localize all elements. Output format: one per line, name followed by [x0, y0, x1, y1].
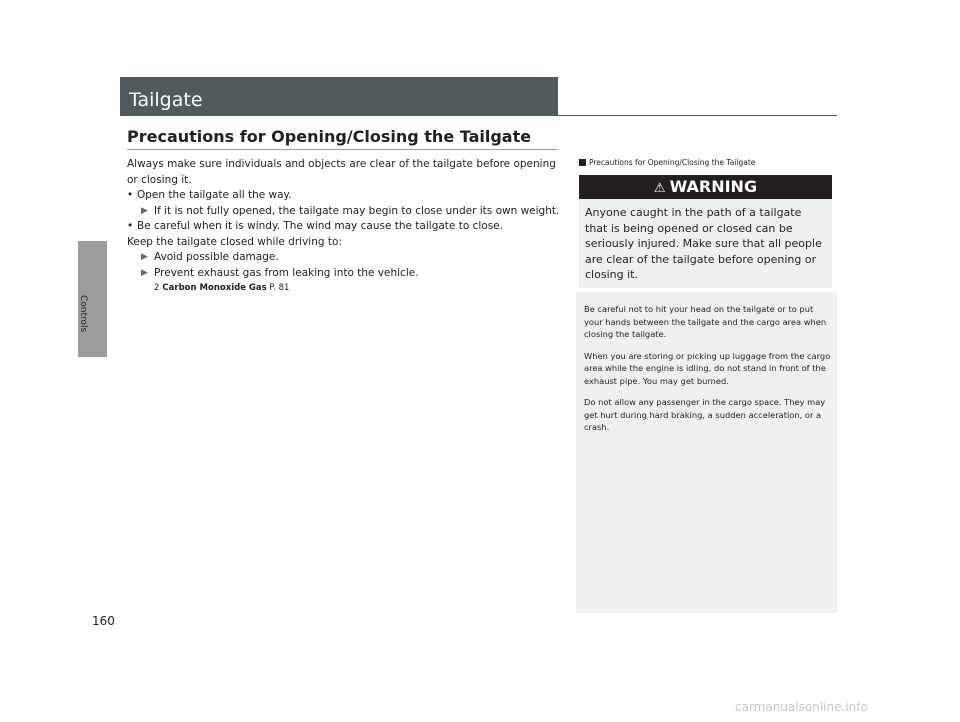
reference-link[interactable]	[127, 281, 567, 295]
bullet-sub-text: If it is not fully opened, the tailgate may begin to close under its own weight.	[154, 204, 560, 217]
reference-title: Carbon Monoxide Gas	[162, 283, 267, 293]
arrow-right-icon: ▶	[141, 252, 148, 262]
reference-page: P. 81	[269, 283, 290, 293]
keep-closed-text: Keep the tailgate closed while driving to:	[127, 235, 342, 248]
note-icon	[579, 159, 586, 166]
panel-note-2: When you are storing or picking up luggage from the cargo area while the engine is idling, do not stand in front of the exhaust pipe. You may get burned.	[584, 350, 831, 386]
bullet-open-all-the-way: • Open the tailgate all the way.	[127, 188, 567, 204]
warning-box	[579, 175, 832, 288]
warning-header	[579, 175, 832, 199]
panel-note-3: Do not allow any passenger in the cargo space. They may get hurt during hard braking, a sudden acceleration, or a crash.	[584, 397, 826, 432]
sub-item-exhaust-text: Prevent exhaust gas from leaking into the vehicle.	[154, 266, 419, 279]
intro-paragraph: Always make sure individuals and objects are clear of the tailgate before opening or closing it.	[127, 158, 556, 186]
arrow-right-icon: ▶	[141, 205, 148, 216]
watermark: carmanualsonline.info	[735, 700, 868, 714]
heading-rule	[127, 149, 558, 150]
side-label: Controls	[78, 295, 88, 333]
bullet-windy: • Be careful when it is windy. The wind may cause the tailgate to close.	[127, 219, 567, 235]
bullet-sub-item	[127, 204, 567, 220]
panel-title-text: Precautions for Opening/Closing the Tailgate	[589, 158, 756, 167]
panel-note-1: Be careful not to hit your head on the tailgate or to put your hands between the tailgate and the cargo area when closing the tailgate.	[584, 304, 827, 339]
page-heading: Precautions for Opening/Closing the Tailgate	[127, 127, 532, 146]
warning-text: Anyone caught in the path of a tailgate that is being opened or closed can be seriously injured. Make sure that all people are clear of the tailgate before opening or closing it.	[585, 206, 822, 281]
arrow-right-icon: ▶	[141, 267, 148, 278]
warning-label: WARNING	[669, 177, 758, 196]
body-text	[127, 157, 567, 295]
section-title: Tailgate	[120, 77, 558, 116]
warning-triangle-icon: ⚠	[653, 181, 666, 196]
sub-item-exhaust	[127, 266, 567, 282]
panel-notes	[584, 303, 832, 443]
sub-item-damage-text: Avoid possible damage.	[154, 251, 279, 263]
section-rule	[558, 115, 837, 116]
panel-title	[579, 158, 755, 167]
reference-icon: 2	[154, 283, 160, 293]
page-number: 160	[92, 614, 115, 628]
side-note-panel	[576, 155, 837, 613]
sub-item-damage	[127, 250, 567, 266]
